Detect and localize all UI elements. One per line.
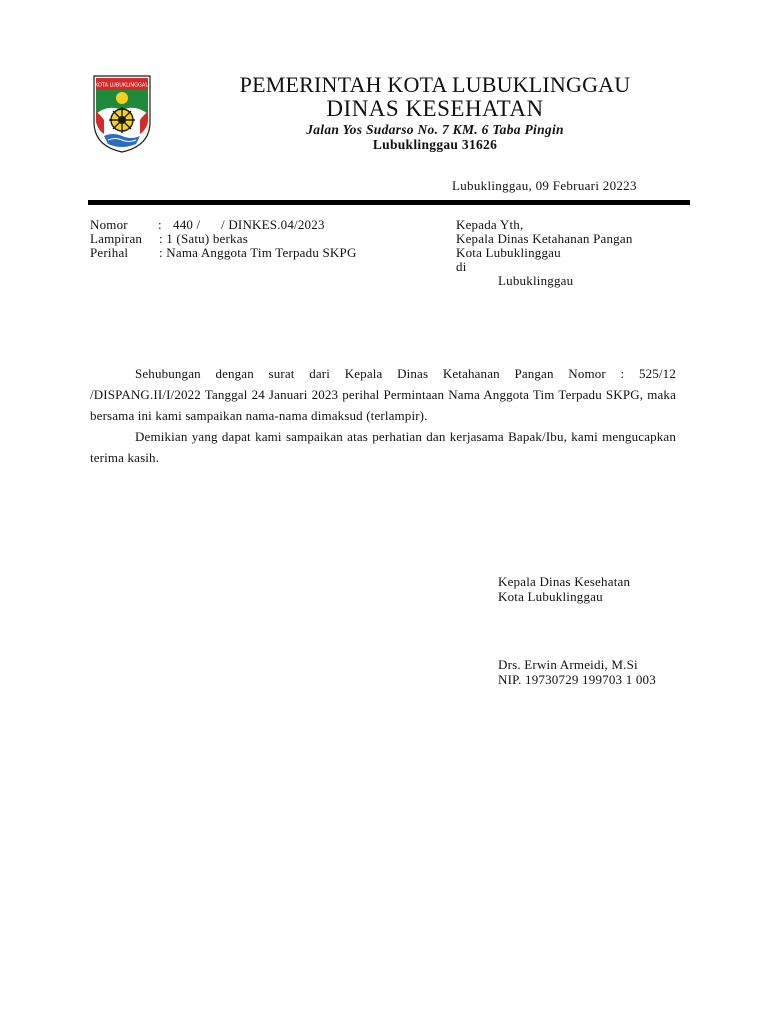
recipient-title: Kepala Dinas Ketahanan Pangan [456, 231, 633, 246]
letterhead-address-line1: Jalan Yos Sudarso No. 7 KM. 6 Taba Pingin [306, 122, 564, 137]
body-paragraph-1: Sehubungan dengan surat dari Kepala Dinas Ketahanan Pangan Nomor : 525/12 /DISPANG.II/I/2022 Tanggal 24 Januari 2023 perihal Permintaan Nama Anggota Tim Terpadu SKPG, maka bersama ini kami sampaikan nama-nama dimaksud (terlampir). [90, 366, 676, 423]
signature-title-line2: Kota Lubuklinggau [498, 589, 603, 604]
nomor-value: 440 / / DINKES.04/2023 [173, 217, 325, 232]
recipient-location: Lubuklinggau [498, 273, 574, 288]
lampiran-label: Lampiran [90, 231, 143, 246]
recipient-city: Kota Lubuklinggau [456, 245, 561, 260]
letterhead-title-line2: DINAS KESEHATAN [326, 96, 544, 121]
signature-title-line1: Kepala Dinas Kesehatan [498, 574, 631, 589]
signatory-nip: NIP. 19730729 199703 1 003 [498, 672, 656, 687]
nomor-label: Nomor [90, 217, 128, 232]
letterhead-divider [88, 200, 690, 205]
signatory-name: Drs. Erwin Armeidi, M.Si [498, 657, 638, 672]
letterhead-address-line2: Lubuklinggau 31626 [372, 137, 498, 152]
logo-caption-text: KOTA LUBUKLINGGAU [94, 82, 150, 89]
nomor-separator: : [158, 217, 162, 232]
perihal-label: Perihal [90, 245, 129, 260]
recipient-di: di [456, 259, 467, 274]
perihal-value: : Nama Anggota Tim Terpadu SKPG [159, 245, 357, 260]
lampiran-value: : 1 (Satu) berkas [159, 231, 248, 246]
city-emblem-logo [90, 74, 182, 154]
body-paragraph-2: Demikian yang dapat kami sampaikan atas perhatian dan kerjasama Bapak/Ibu, kami mengucapkan terima kasih. [90, 429, 676, 465]
letter-date: Lubuklinggau, 09 Februari 20223 [452, 178, 637, 193]
letter-body [90, 363, 676, 468]
recipient-greeting: Kepada Yth, [456, 217, 524, 232]
letterhead-title-line1: PEMERINTAH KOTA LUBUKLINGGAU [239, 72, 631, 97]
